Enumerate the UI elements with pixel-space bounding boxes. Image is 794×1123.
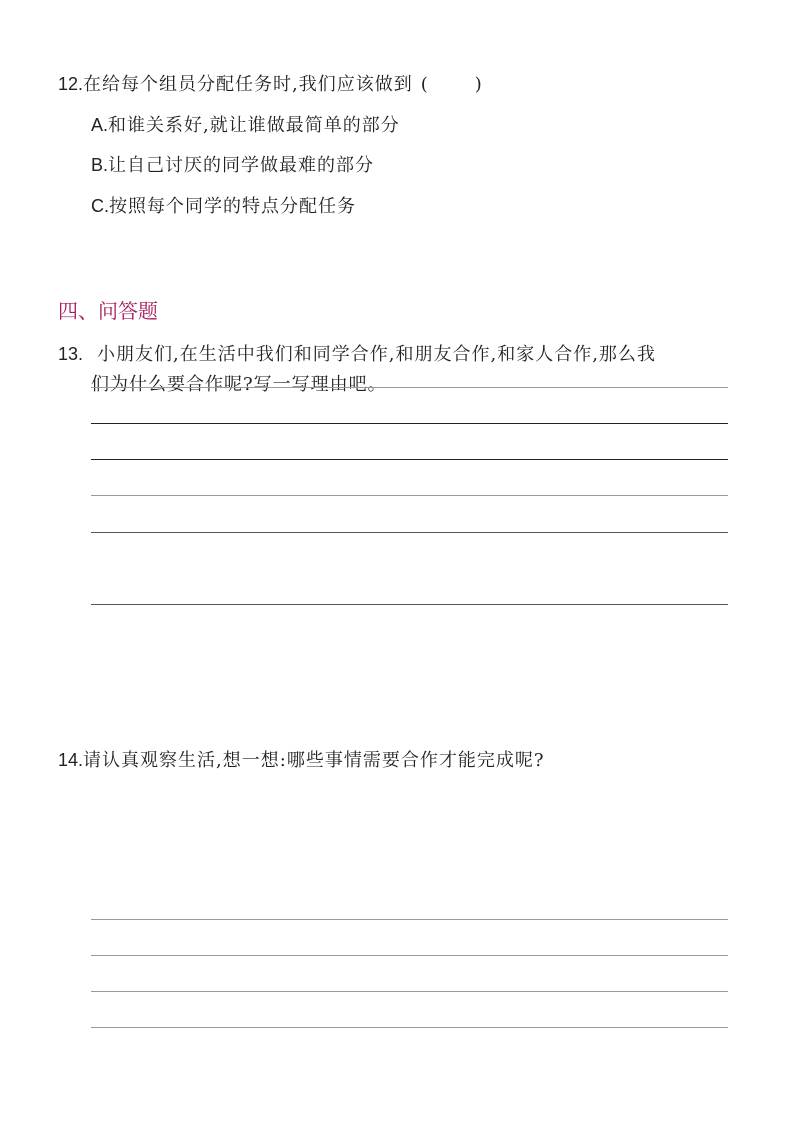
question-number: 13. [58, 344, 84, 364]
question-text-line1: 小朋友们,在生活中我们和同学合作,和朋友合作,和家人合作,那么我 [97, 344, 656, 365]
section-title: 四、问答题 [58, 299, 158, 323]
answer-paren-open: ( [420, 74, 429, 95]
question-text: 请认真观察生活,想一想:哪些事情需要合作才能完成呢? [83, 750, 545, 771]
option-text: 让自己讨厌的同学做最难的部分 [108, 155, 375, 176]
option-letter: A. [91, 115, 109, 135]
option-text: 和谁关系好,就让谁做最简单的部分 [108, 115, 400, 136]
option-text: 按照每个同学的特点分配任务 [109, 196, 356, 217]
option-a[interactable] [91, 113, 400, 138]
question-12 [58, 72, 483, 97]
answer-line[interactable] [91, 919, 728, 920]
option-letter: C. [91, 196, 109, 216]
answer-line[interactable] [91, 955, 728, 956]
answer-line[interactable] [91, 459, 728, 460]
answer-line[interactable] [91, 604, 728, 605]
option-letter: B. [91, 155, 109, 175]
option-c[interactable] [91, 194, 356, 219]
option-b[interactable] [91, 153, 374, 178]
question-number: 12. [58, 74, 84, 94]
answer-line[interactable] [91, 387, 728, 388]
answer-line[interactable] [91, 532, 728, 533]
question-14 [58, 748, 544, 773]
question-13 [58, 342, 656, 367]
question-13-line2: 们为什么要合作呢?写一写理由吧。 [91, 374, 387, 395]
answer-line[interactable] [91, 1027, 728, 1028]
question-number: 14. [58, 750, 84, 770]
answer-line[interactable] [91, 991, 728, 992]
answer-line[interactable] [91, 423, 728, 424]
question-text: 在给每个组员分配任务时,我们应该做到 [83, 74, 413, 95]
answer-line[interactable] [91, 495, 728, 496]
answer-paren-close: ) [474, 74, 483, 95]
